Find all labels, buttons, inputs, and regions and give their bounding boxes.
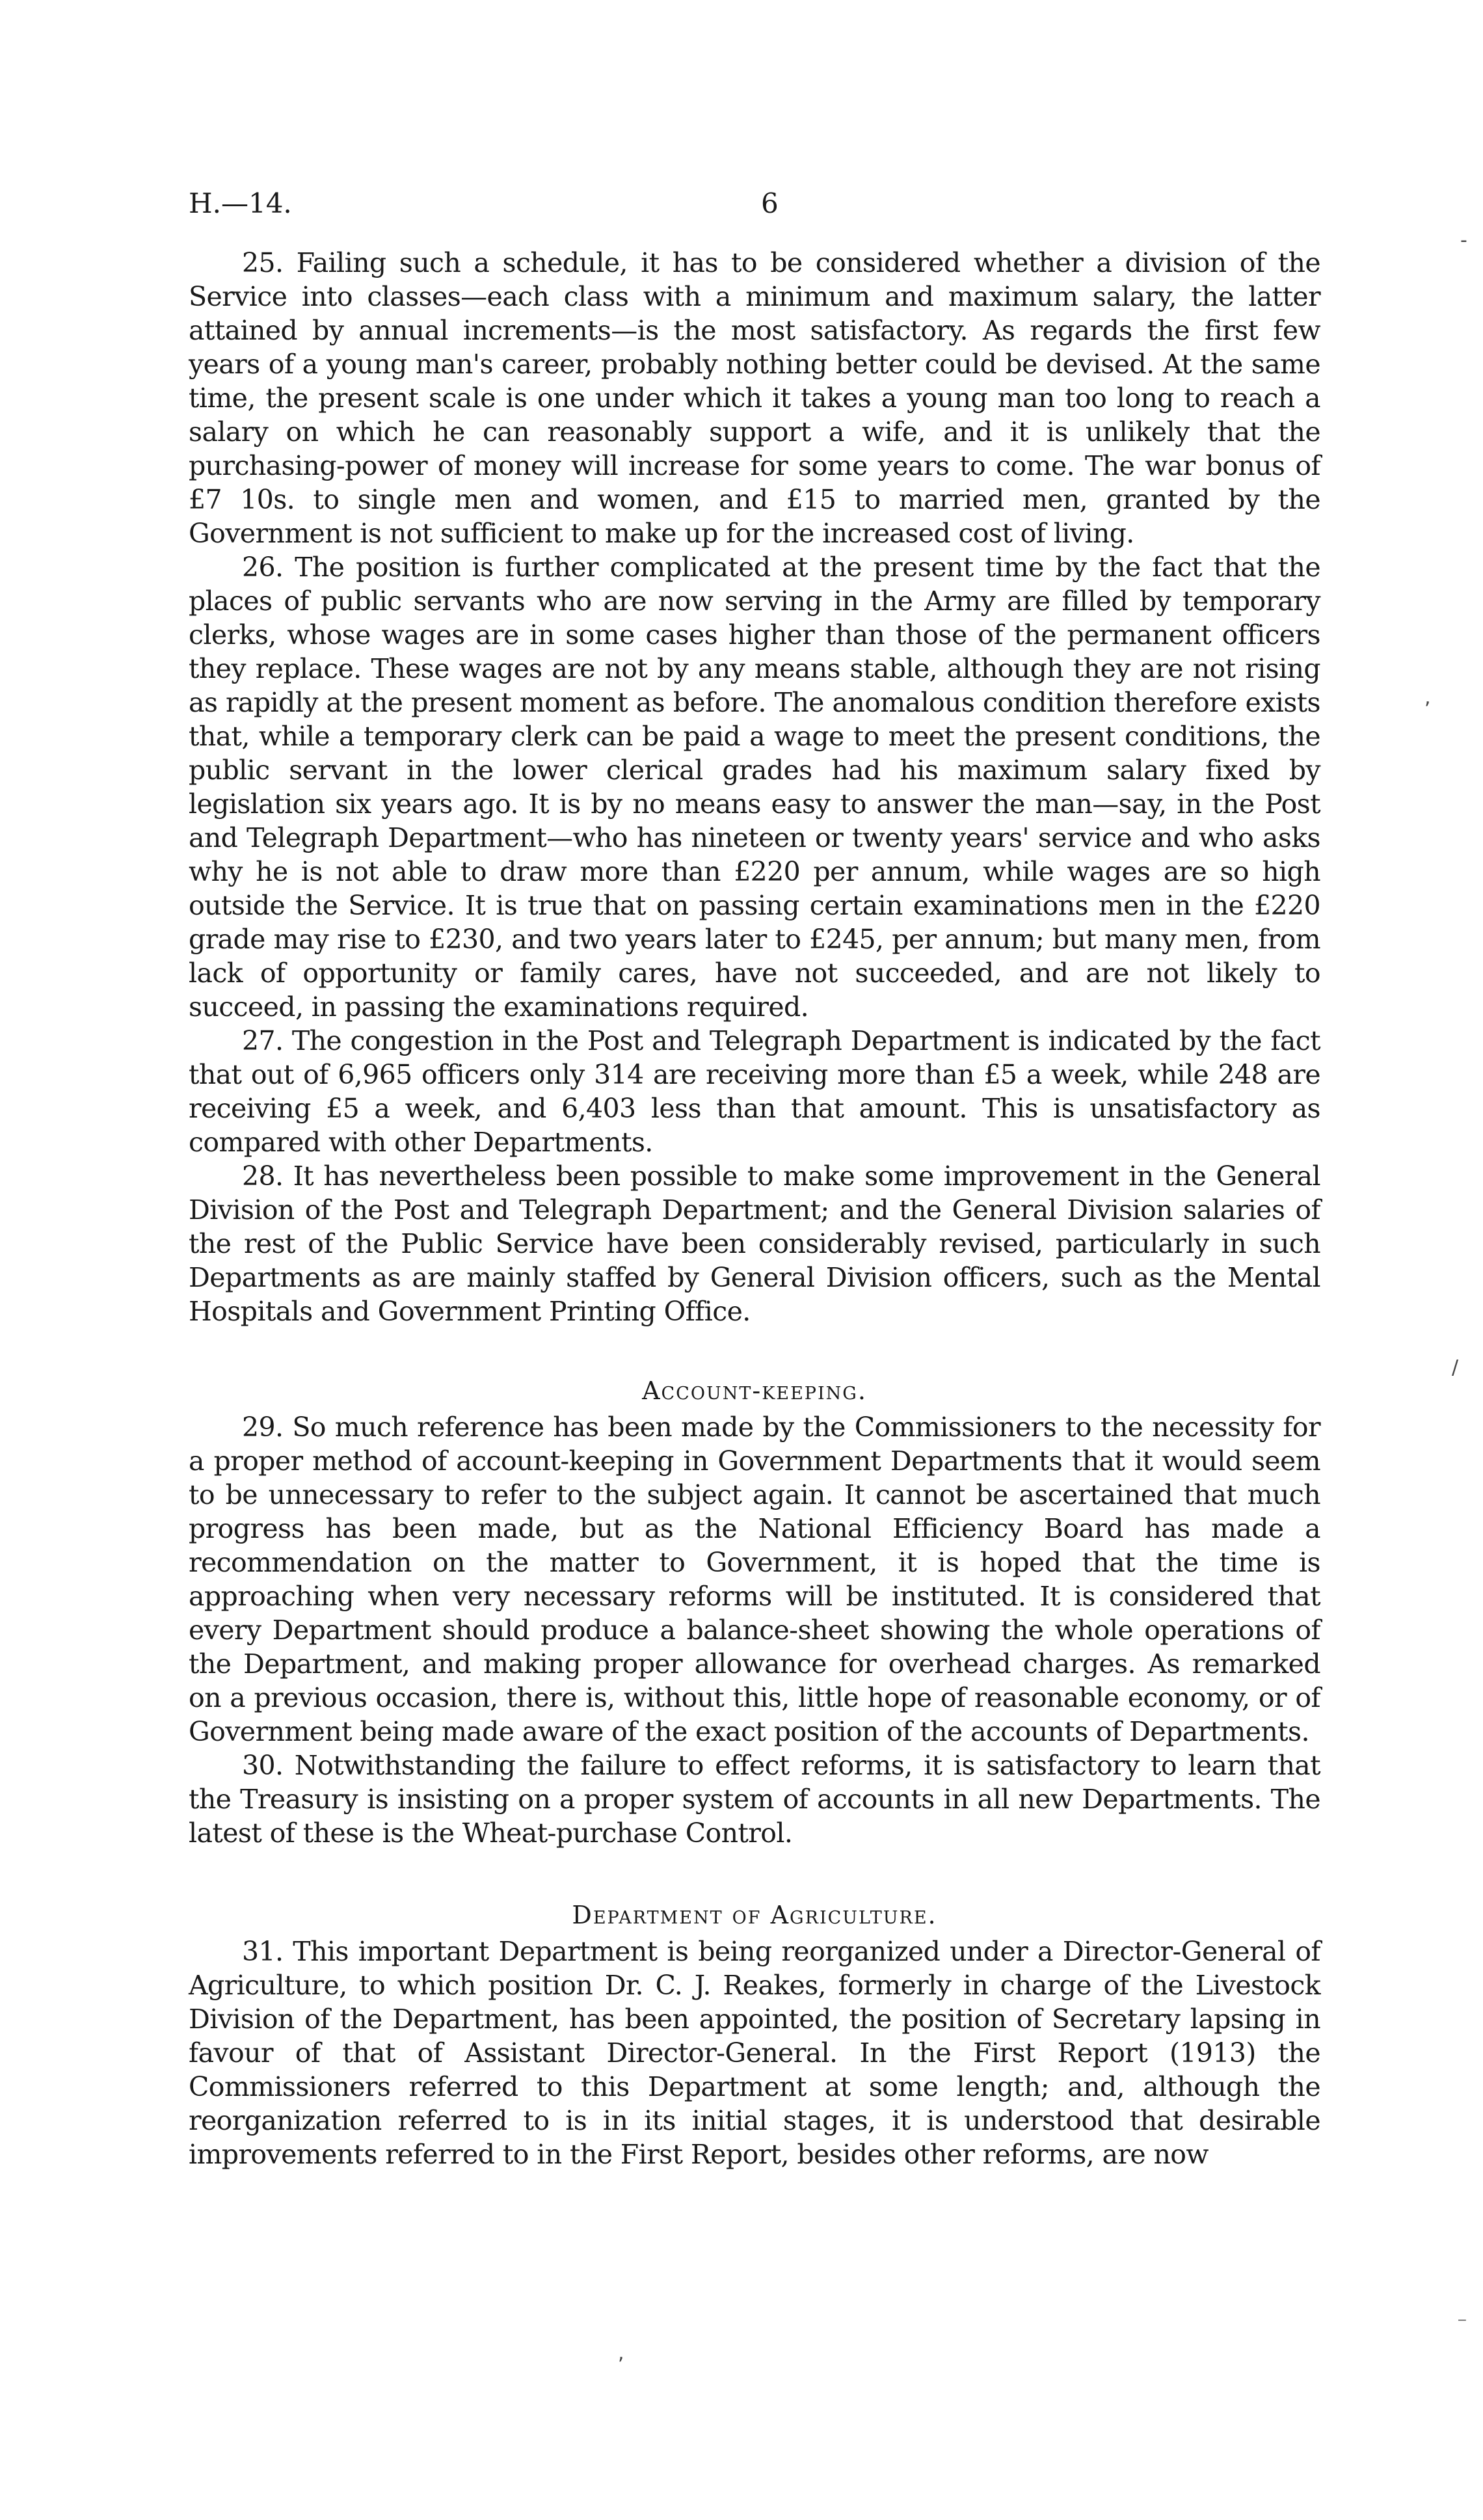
section-heading-account-keeping: Account-keeping. [642, 1376, 867, 1405]
document-reference: H.—14. [189, 187, 292, 219]
paragraph-25: 25. Failing such a schedule, it has to be considered whether a division of the Service into classes—each class with a minimum and maximum salary, the latter attained by annual increments—is the most satisfactory. As regards the first few years of a young man's career, probably nothing better could be devised. At the same time, the present scale is one under which it takes a young man too long to reach a salary on which he can reasonably support a wife, and it is unlikely that the purchasing-power of money will increase for some years to come. The war bonus of £7 10s. to single men and women, and £15 to married men, granted by the Government is not sufficient to make up for the increased cost of living. [189, 247, 1320, 549]
page-header [189, 187, 1320, 226]
paragraph-27: 27. The congestion in the Post and Telegraph Department is indicated by the fact that out of 6,965 officers only 314 are receiving more than £5 a week, while 248 are receiving £5 a week, and 6,403 less than that amount. This is unsatisfactory as compared with other Departments. [189, 1025, 1320, 1158]
paragraph-30: 30. Notwithstanding the failure to effect reforms, it is satisfactory to learn that the Treasury is insisting on a proper system of accounts in all new Departments. The latest of these is the Wheat-purchase Control. [189, 1750, 1320, 1849]
margin-bracket-mark: ⁻ [1457, 2312, 1467, 2335]
margin-dash-mark: - [1460, 229, 1467, 252]
paragraph-28: 28. It has nevertheless been possible to make some improvement in the General Division of the Post and Telegraph Department; and the General Division salaries of the rest of the Public Service have been considerably revised, particularly in such Departments as are mainly staffed by General Division officers, such as the Mental Hospitals and Government Printing Office. [189, 1160, 1320, 1327]
margin-slash-mark: / [1452, 1356, 1459, 1379]
section-heading-agriculture: Department of Agriculture. [572, 1901, 937, 1929]
paragraph-31: 31. This important Department is being reorganized under a Director-General of Agriculture, to which position Dr. C. J. Reakes, formerly in charge of the Livestock Division of the Department, has been appointed, the position of Secretary lapsing in favour of that of Assistant Director-General. In the First Report (1913) the Commissioners referred to this Department at some length; and, although the reorganization referred to is in its initial stages, it is understood that desirable improvements referred to in the First Report, besides other reforms, are now [189, 1936, 1320, 2170]
margin-comma-mark: , [1424, 686, 1431, 709]
page-number: 6 [761, 187, 779, 219]
paragraph-26: 26. The position is further complicated at the present time by the fact that the places of public servants who are now serving in the Army are filled by temporary clerks, whose wages are in some cases higher than those of the permanent officers they replace. These wages are not by any means stable, although they are not rising as rapidly at the present moment as before. The anomalous condition therefore exists that, while a temporary clerk can be paid a wage to meet the present conditions, the public servant in the lower clerical grades had his maximum salary fixed by legislation six years ago. It is by no means easy to answer the man—say, in the Post and Telegraph Department—who has nineteen or twenty years' service and who asks why he is not able to draw more than £220 per annum, while wages are so high outside the Service. It is true that on passing certain examinations men in the £220 grade may rise to £230, and two years later to £245, per annum; but many men, from lack of opportunity or family cares, have not succeeded, and are not likely to succeed, in passing the examinations required. [189, 552, 1320, 1023]
bottom-dot-mark: , [618, 2342, 624, 2365]
body-text [189, 246, 1320, 2171]
paragraph-29: 29. So much reference has been made by the Commissioners to the necessity for a proper method of account-keeping in Government Departments that it would seem to be unnecessary to refer to the subject again. It cannot be ascertained that much progress has been made, but as the National Efficiency Board has made a recommendation on the matter to Government, it is hoped that the time is approaching when very necessary reforms will be instituted. It is considered that every Department should produce a balance-sheet showing the whole operations of the Department, and making proper allowance for overhead charges. As remarked on a previous occasion, there is, without this, little hope of reasonable economy, or of Government being made aware of the exact position of the accounts of Departments. [189, 1412, 1320, 1747]
